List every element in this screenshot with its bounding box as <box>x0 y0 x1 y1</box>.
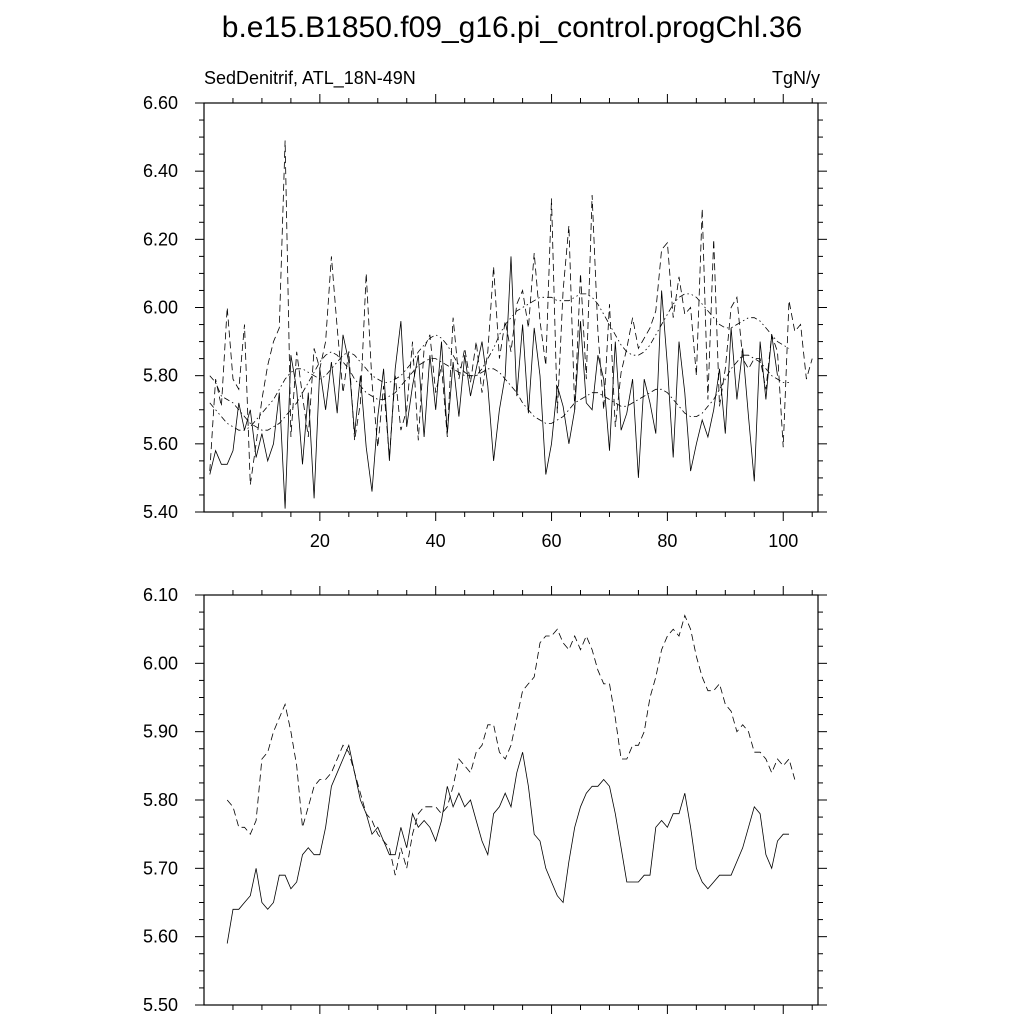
top-panel-y-tick-label: 5.60 <box>142 433 178 454</box>
top-panel-plot <box>143 93 827 551</box>
top-panel-frame <box>204 103 818 512</box>
bottom-panel-y-tick-label: 6.10 <box>142 585 178 605</box>
top-panel-y-tick-label: 6.60 <box>142 93 178 113</box>
top-panel-x-tick-label: 20 <box>309 531 330 551</box>
bottom-panel <box>143 585 827 1015</box>
bottom-panel-plot <box>143 585 827 1015</box>
bottom-panel-frame <box>204 595 818 1005</box>
bottom-panel-y-tick-label: 5.70 <box>142 858 178 879</box>
top-panel-left-label: SedDenitrif, ATL_18N-49N <box>204 68 416 88</box>
top-panel-x-tick-label: 40 <box>425 531 446 551</box>
top-panel-x-tick-label: 80 <box>657 531 678 551</box>
bottom-panel-y-tick-label: 5.80 <box>142 790 178 810</box>
bottom-panel-series-solid-line <box>227 745 789 943</box>
top-panel-x-tick-label: 100 <box>768 531 799 551</box>
top-panel-unit-label: TgN/y <box>771 68 820 88</box>
bottom-panel-y-tick-label: 5.90 <box>142 721 178 742</box>
top-panel-y-tick-label: 6.00 <box>142 297 178 318</box>
bottom-panel-y-tick-label: 5.50 <box>142 995 178 1015</box>
bottom-panel-series-dashed-line <box>227 616 795 876</box>
top-panel <box>143 68 827 551</box>
top-panel-y-tick-label: 5.40 <box>142 502 178 522</box>
top-panel-y-tick-label: 6.20 <box>142 229 178 250</box>
bottom-panel-y-tick-label: 6.00 <box>142 653 178 674</box>
main-title: b.e15.B1850.f09_g16.pi_control.progChl.36 <box>221 11 803 44</box>
top-panel-y-tick-label: 5.80 <box>142 365 178 386</box>
bottom-panel-y-tick-label: 5.60 <box>142 926 178 947</box>
top-panel-y-tick-label: 6.40 <box>142 161 178 182</box>
top-panel-x-tick-label: 60 <box>541 531 562 551</box>
